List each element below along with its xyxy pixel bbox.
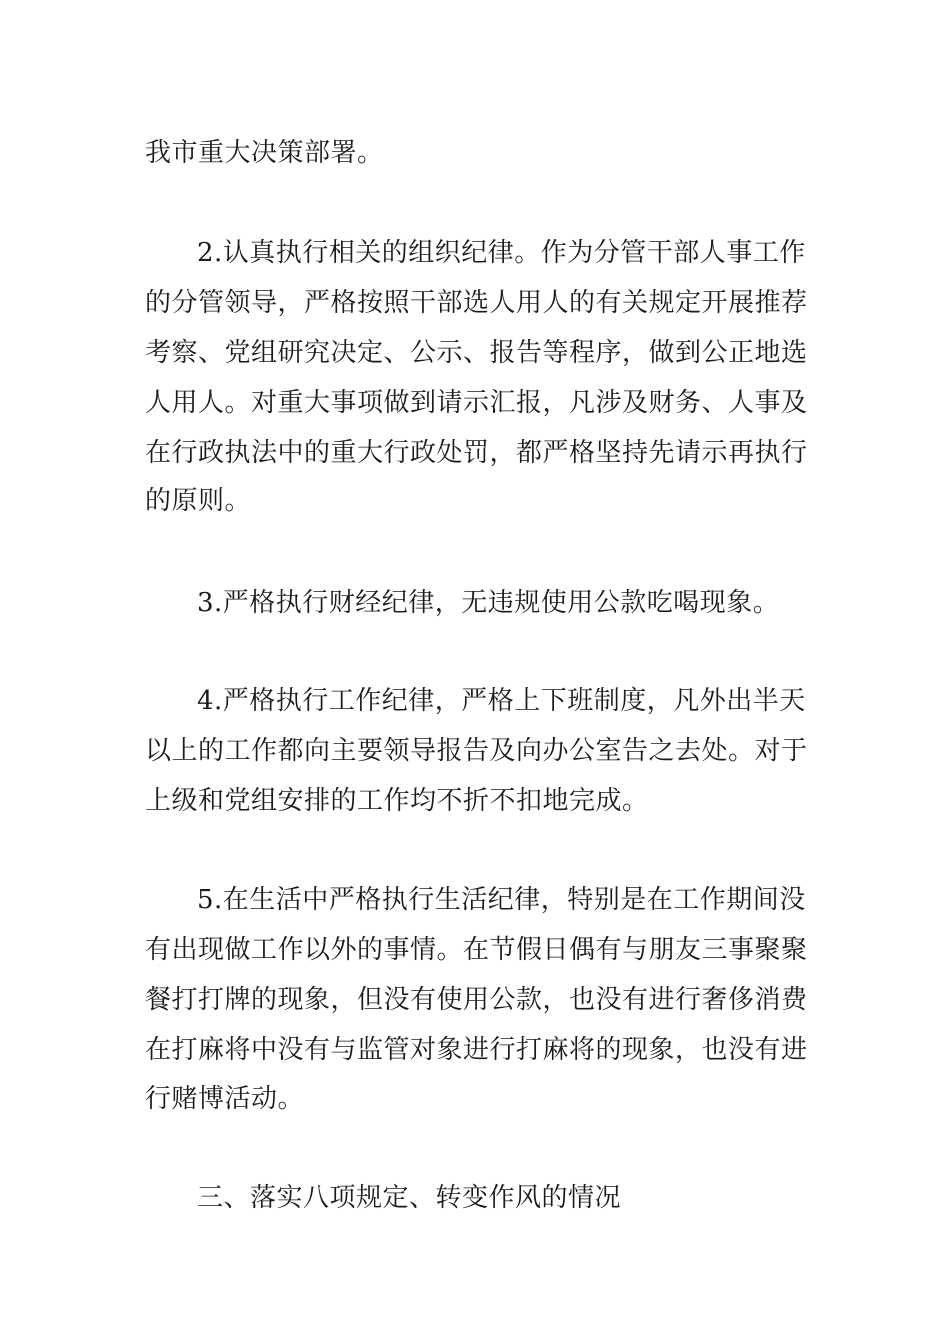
paragraph-4-line-1: 4.严格执行工作纪律，严格上下班制度，凡外出半天 xyxy=(197,686,806,716)
paragraph-4-line-2: 以上的工作都向主要领导报告及向办公室告之去处。对于 xyxy=(145,736,808,766)
paragraph-2-line-1: 2.认真执行相关的组织纪律。作为分管干部人事工作 xyxy=(197,238,806,268)
paragraph-2-line-2: 的分管领导，严格按照干部选人用人的有关规定开展推荐 xyxy=(145,288,808,318)
paragraph-5-line-2: 有出现做工作以外的事情。在节假日偶有与朋友三事聚聚 xyxy=(145,935,808,965)
section-heading: 三、落实八项规定、转变作风的情况 xyxy=(197,1183,622,1213)
paragraph-1-line-1: 我市重大决策部署。 xyxy=(145,138,384,168)
paragraph-2-line-3: 考察、党组研究决定、公示、报告等程序，做到公正地选 xyxy=(145,338,808,368)
paragraph-5-line-4: 在打麻将中没有与监管对象进行打麻将的现象，也没有进 xyxy=(145,1035,808,1065)
paragraph-3-line-1: 3.严格执行财经纪律，无违规使用公款吃喝现象。 xyxy=(197,588,780,618)
paragraph-5-line-3: 餐打打牌的现象，但没有使用公款，也没有进行奢侈消费 xyxy=(145,985,808,1015)
paragraph-4-line-3: 上级和党组安排的工作均不折不扣地完成。 xyxy=(145,786,649,816)
paragraph-2-line-4: 人用人。对重大事项做到请示汇报，凡涉及财务、人事及 xyxy=(145,388,808,418)
paragraph-2-line-6: 的原则。 xyxy=(145,486,252,516)
paragraph-5-line-1: 5.在生活中严格执行生活纪律，特别是在工作期间没 xyxy=(197,885,806,915)
paragraph-2-line-5: 在行政执法中的重大行政处罚，都严格坚持先请示再执行 xyxy=(145,438,808,468)
paragraph-5-line-5: 行赌博活动。 xyxy=(145,1084,305,1114)
